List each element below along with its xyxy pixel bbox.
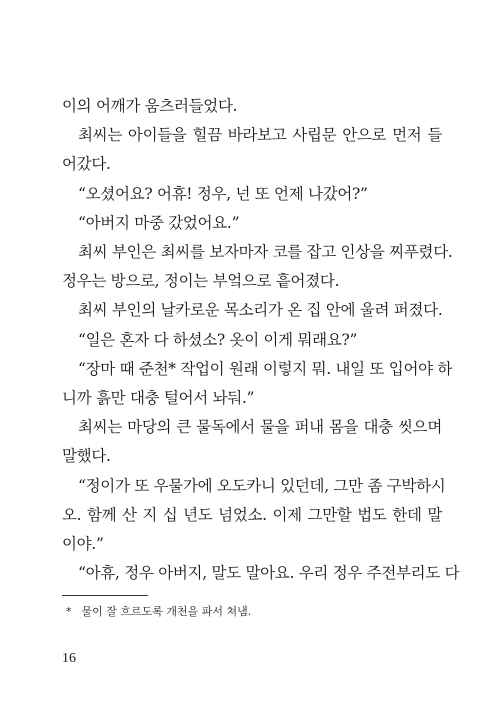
text-line-11: 니까 흙만 대충 털어서 놔둬.” <box>62 389 255 407</box>
text-line-5: “아버지 마중 갔었어요.” <box>78 213 240 232</box>
text-line-15: 오. 함께 산 지 십 년도 넘었소. 이제 그만할 법도 한데 말 <box>62 505 442 524</box>
text-line-7: 정우는 방으로, 정이는 부엌으로 흩어졌다. <box>62 272 340 291</box>
footnote-divider <box>62 595 148 596</box>
footnote-text: 물이 잘 흐르도록 개천을 파서 쳐냄. <box>81 605 252 619</box>
text-line-12: 최씨는 마당의 큰 물독에서 물을 퍼내 몸을 대충 씻으며 <box>78 418 442 437</box>
text-line-16: 이야.” <box>62 535 104 553</box>
text-line-17: “아휴, 정우 아버지, 말도 말아요. 우리 정우 주전부리도 다 <box>78 564 460 583</box>
text-line-6: 최씨 부인은 최씨를 보자마자 코를 잡고 인상을 찌푸렸다. <box>78 243 453 261</box>
text-line-8: 최씨 부인의 날카로운 목소리가 온 집 안에 울려 퍼졌다. <box>78 301 443 320</box>
page-number: 16 <box>62 651 76 666</box>
text-line-1: 이의 어깨가 움츠러들었다. <box>62 97 238 115</box>
text-line-10: “장마 때 준천* 작업이 원래 이렇지 뭐. 내일 또 입어야 하 <box>78 359 453 378</box>
footnote-mark: * <box>66 605 72 619</box>
footnote <box>66 605 251 619</box>
text-line-13: 말했다. <box>62 447 111 466</box>
text-line-14: “정이가 또 우물가에 오도카니 있던데, 그만 좀 구박하시 <box>78 476 446 495</box>
text-line-4: “오셨어요? 어휴! 정우, 넌 또 언제 나갔어?” <box>78 184 368 203</box>
text-line-9: “일은 혼자 다 하셨소? 옷이 이게 뭐래요?” <box>78 330 358 349</box>
text-line-3: 어갔다. <box>62 155 111 174</box>
text-line-2: 최씨는 아이들을 힐끔 바라보고 사립문 안으로 먼저 들 <box>78 126 442 145</box>
